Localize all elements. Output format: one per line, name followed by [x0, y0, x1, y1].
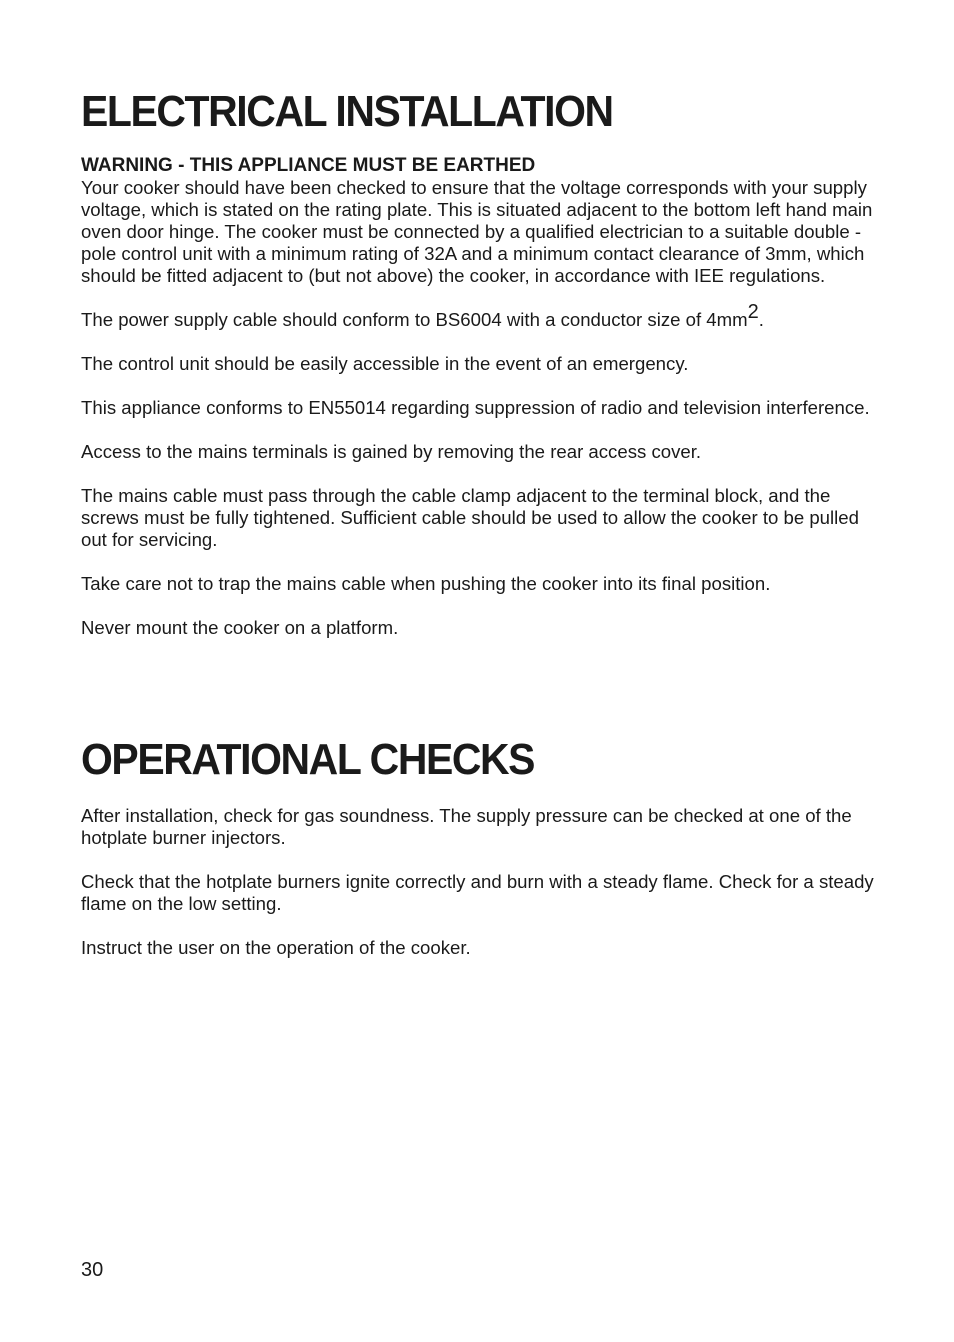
paragraph-power-cable: [81, 301, 881, 331]
paragraph-mains-terminals: Access to the mains terminals is gained by removing the rear access cover.: [81, 441, 702, 462]
paragraph-platform: Never mount the cooker on a platform.: [81, 617, 399, 638]
power-cable-period: .: [758, 309, 764, 330]
paragraph-instruct-user: Instruct the user on the operation of the cooker.: [81, 937, 471, 958]
warning-paragraph: [81, 155, 881, 287]
paragraph-cable-clamp: The mains cable must pass through the cable clamp adjacent to the terminal block, and the screws must be fully tightened. Sufficient cable should be used to allow the cooker to be pulled out for servicing.: [81, 485, 859, 550]
operational-checks-section: [81, 805, 881, 981]
warning-heading: WARNING - THIS APPLIANCE MUST BE EARTHED: [81, 155, 536, 176]
paragraph-gas-soundness: After installation, check for gas soundness. The supply pressure can be checked at one of the hotplate burner injectors.: [81, 805, 852, 848]
heading-electrical-installation: ELECTRICAL INSTALLATION: [81, 87, 613, 136]
paragraph-control-unit: The control unit should be easily accessible in the event of an emergency.: [81, 353, 689, 374]
paragraph-trap-cable: Take care not to trap the mains cable when pushing the cooker into its final position.: [81, 573, 771, 594]
paragraph-burner-ignition: Check that the hotplate burners ignite correctly and burn with a steady flame. Check for a steady flame on the low setting.: [81, 871, 874, 914]
heading-operational-checks: OPERATIONAL CHECKS: [81, 735, 535, 784]
electrical-installation-section: [81, 155, 881, 661]
power-cable-text: The power supply cable should conform to BS6004 with a conductor size of 4mm: [81, 309, 748, 330]
page-number: 30: [81, 1259, 104, 1281]
superscript-squared: 2: [747, 301, 759, 323]
paragraph-en55014: This appliance conforms to EN55014 regarding suppression of radio and television interference.: [81, 397, 870, 418]
paragraph-voltage-check: Your cooker should have been checked to ensure that the voltage corresponds with your supply voltage, which is stated on the rating plate. This is situated adjacent to the bottom left hand main oven door hinge. The cooker must be connected by a qualified electrician to a suitable double - pole control unit with a minimum rating of 32A and a minimum contact clearance of 3mm, which should be fitted adjacent to (but not above) the cooker, in accordance with IEE regulations.: [81, 177, 873, 286]
